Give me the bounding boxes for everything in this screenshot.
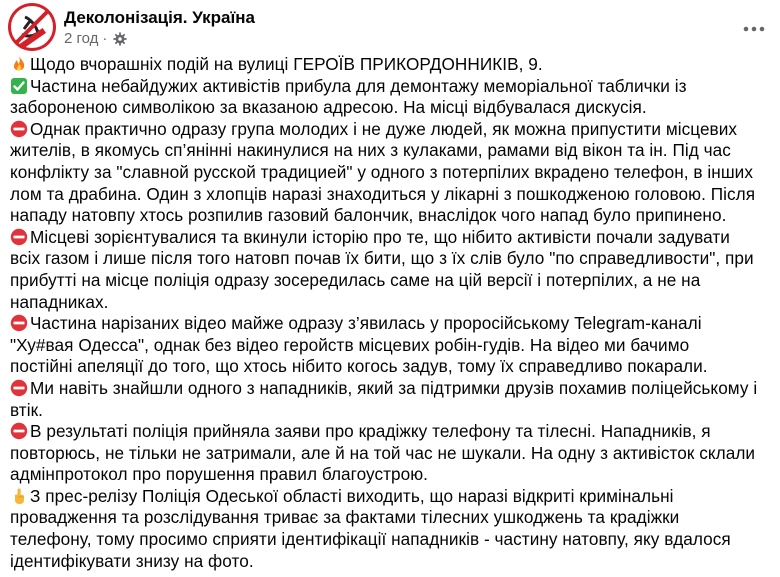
point-up-icon (10, 487, 28, 505)
post-line-text: Ми навіть знайшли одного з нападників, який за підтримки друзів похамив поліцейському і (30, 377, 758, 398)
post-line-text: В результаті поліція прийняла заяви про крадіжку телефону та тілесні. Нападників, я (30, 421, 711, 442)
post-line (10, 162, 772, 184)
post-line-text: телефону, тому просимо сприяти ідентифікації нападників - частину натовпу, яку вдалося (10, 529, 731, 550)
post-time[interactable]: 2 год (64, 30, 99, 47)
post-line (10, 464, 772, 486)
post-line-text: втік. (10, 399, 43, 420)
post-line (10, 292, 772, 314)
post-line-text: забороненою символікою за вказаною адресою. На місці відбувалася дискусія. (10, 97, 647, 118)
post-line (10, 248, 772, 270)
post-line (10, 270, 772, 292)
no-entry-icon (10, 120, 28, 138)
post-line (10, 76, 772, 98)
post-line-text: З прес-релізу Поліція Одеської області виходить, що наразі відкриті кримінальні (30, 485, 674, 506)
post-line-text: всіх газом і лише після того натовп почав їх бити, що з їх слів було "по справедливости", при (10, 248, 754, 269)
post-line (10, 97, 772, 119)
post-line (10, 443, 772, 465)
post-line-text: Частина нарізаних відео майже одразу з’явилась у проросійському Telegram-каналі (30, 313, 702, 334)
post-line (10, 205, 772, 227)
more-horizontal-icon (742, 25, 766, 33)
post-line-text: Місцеві зорієнтувалися та вкинули історію про те, що нібито активісти почали задувати (30, 226, 730, 247)
post-line (10, 140, 772, 162)
no-entry-icon (10, 228, 28, 246)
page-name[interactable]: Деколонізація. Україна (64, 8, 255, 27)
meta-separator: · (102, 30, 108, 47)
post-line (10, 378, 772, 400)
page-avatar[interactable] (8, 3, 56, 51)
post-line (10, 54, 772, 76)
post-line-text: нападу натовпу хтось розпилив газовий балончик, внаслідок чого напад було припинено. (10, 205, 727, 226)
post-line-text: адмінпротокол про порушення правил благоустрою. (10, 464, 429, 485)
post-line-text: Частина небайдужих активістів прибула для демонтажу меморіальної таблички із (30, 75, 687, 96)
gear-icon[interactable] (113, 32, 127, 46)
post-line (10, 551, 772, 573)
post-line-text: ідентифікувати знизу на фото. (10, 550, 254, 571)
no-entry-icon (10, 379, 28, 397)
post-line (10, 335, 772, 357)
post-line (10, 313, 772, 335)
post-line-text: прибутті на місце поліція одразу зосередилась саме на цій версії і потерпілих, а не на (10, 269, 701, 290)
post-line-text: Щодо вчорашніх подій на вулиці ГЕРОЇВ ПРИКОРДОННИКІВ, 9. (30, 54, 543, 74)
more-options-button[interactable] (736, 11, 772, 47)
post-line-text: постійні апеляції до того, що хтось нібито когось задув, тому їх справедливо покарали. (10, 356, 708, 377)
post-line-text: лом та драбина. Один з хлопців наразі знаходиться у лікарні з пошкодженою головою. Після (10, 183, 756, 204)
post-body (10, 54, 772, 572)
post-line (10, 529, 772, 551)
post-line (10, 421, 772, 443)
post-line-text: повторюсь, не тільки не затримали, але й на той час не шукали. На одну з активісток склали (10, 442, 756, 463)
post-line-text: Однак практично одразу група молодих і не дуже людей, як можна припустити місцевих (30, 118, 738, 139)
post-line-text: конфлікту за "славной русской традицией" у одного з потерпілих вкрадено телефон, в інших (10, 161, 753, 182)
post-line (10, 486, 772, 508)
post-line-text: жителів, в якомусь сп’янінні накинулися на них з кулаками, рамами від вікон та ін. Під час (10, 140, 731, 161)
post-line (10, 119, 772, 141)
post-line-text: "Ху#вая Одесса", однак без відео геройств місцевих робін-гудів. На відео ми бачимо (10, 334, 690, 355)
post-header (8, 3, 772, 55)
post-line (10, 356, 772, 378)
decolonization-logo-icon (8, 3, 56, 51)
post-line (10, 507, 772, 529)
post-line (10, 400, 772, 422)
no-entry-icon (10, 314, 28, 332)
check-icon (10, 77, 28, 95)
post-meta (64, 30, 127, 47)
fire-icon (10, 55, 28, 73)
post-line (10, 184, 772, 206)
post-line (10, 227, 772, 249)
post-line-text: нападниках. (10, 291, 109, 312)
post-line-text: провадження та розслідування триває за фактами тілесних ушкоджень та крадіжки (10, 507, 680, 528)
no-entry-icon (10, 422, 28, 440)
